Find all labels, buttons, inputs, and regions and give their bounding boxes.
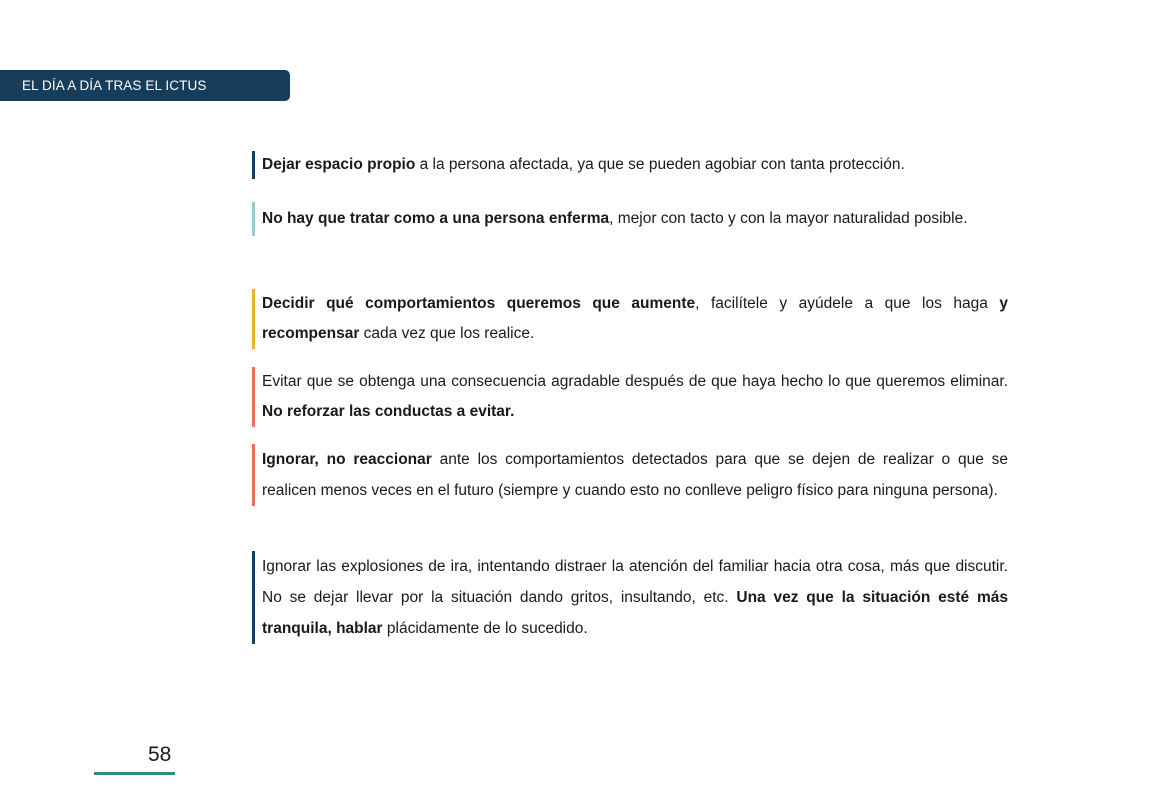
tip-item-1 [252,151,1008,179]
tip-bold-text: Ignorar, no reaccionar [262,451,432,468]
tip-text [262,202,1008,236]
tip-plain-text: , facilítele y ayúdele a que los haga [695,295,1000,312]
tip-text [262,551,1008,644]
tip-bold-text: Una vez que la situación esté más tranquila, hablar [262,589,1008,637]
tip-bar-coral [252,367,255,427]
page-number: 58 [148,743,172,766]
tip-text [262,289,1008,349]
tip-bar-coral [252,444,255,506]
tip-text [262,367,1008,427]
page-number-underline [94,772,175,775]
tip-text [262,444,1008,506]
tip-text [262,151,1008,179]
tip-plain-text: a la persona afectada, ya que se pueden agobiar con tanta protección. [415,156,905,173]
tip-plain-text: Ignorar las explosiones de ira, intentando distraer la atención del familiar hacia otra cosa, más que discutir. No se dejar llevar por la situación dando gritos, insultando, etc. [262,558,1008,606]
tip-item-5 [252,444,1008,506]
tip-bold-text: Dejar espacio propio [262,156,416,173]
tip-plain-text: , mejor con tacto y con la mayor naturalidad posible. [609,210,968,227]
section-title: EL DÍA A DÍA TRAS EL ICTUS [22,78,207,93]
tip-bold-text: No hay que tratar como a una persona enferma [262,210,610,227]
tip-plain-text: plácidamente de lo sucedido. [382,620,588,637]
tip-bar-navy [252,551,255,644]
tip-bar-navy [252,151,255,179]
tip-bold-text: Decidir qué comportamientos queremos que aumente [262,295,696,312]
tip-bar-lightblue [252,202,255,236]
tip-plain-text: Evitar que se obtenga una consecuencia agradable después de que haya hecho lo que queremos eliminar. [262,373,1008,390]
tip-item-6 [252,551,1008,644]
tip-item-3 [252,289,1008,349]
tip-bold-text: y recompensar [262,295,1008,342]
section-header-band [0,70,290,101]
tip-bar-yellow [252,289,255,349]
tip-bold-text: No reforzar las conductas a evitar. [262,403,515,420]
tip-plain-text: cada vez que los realice. [359,325,535,342]
tip-plain-text: ante los comportamientos detectados para que se dejen de realizar o que se realicen menos veces en el futuro (siempre y cuando esto no conlleve peligro físico para ninguna persona). [262,451,1008,499]
tip-item-4 [252,367,1008,427]
tip-item-2 [252,202,1008,236]
